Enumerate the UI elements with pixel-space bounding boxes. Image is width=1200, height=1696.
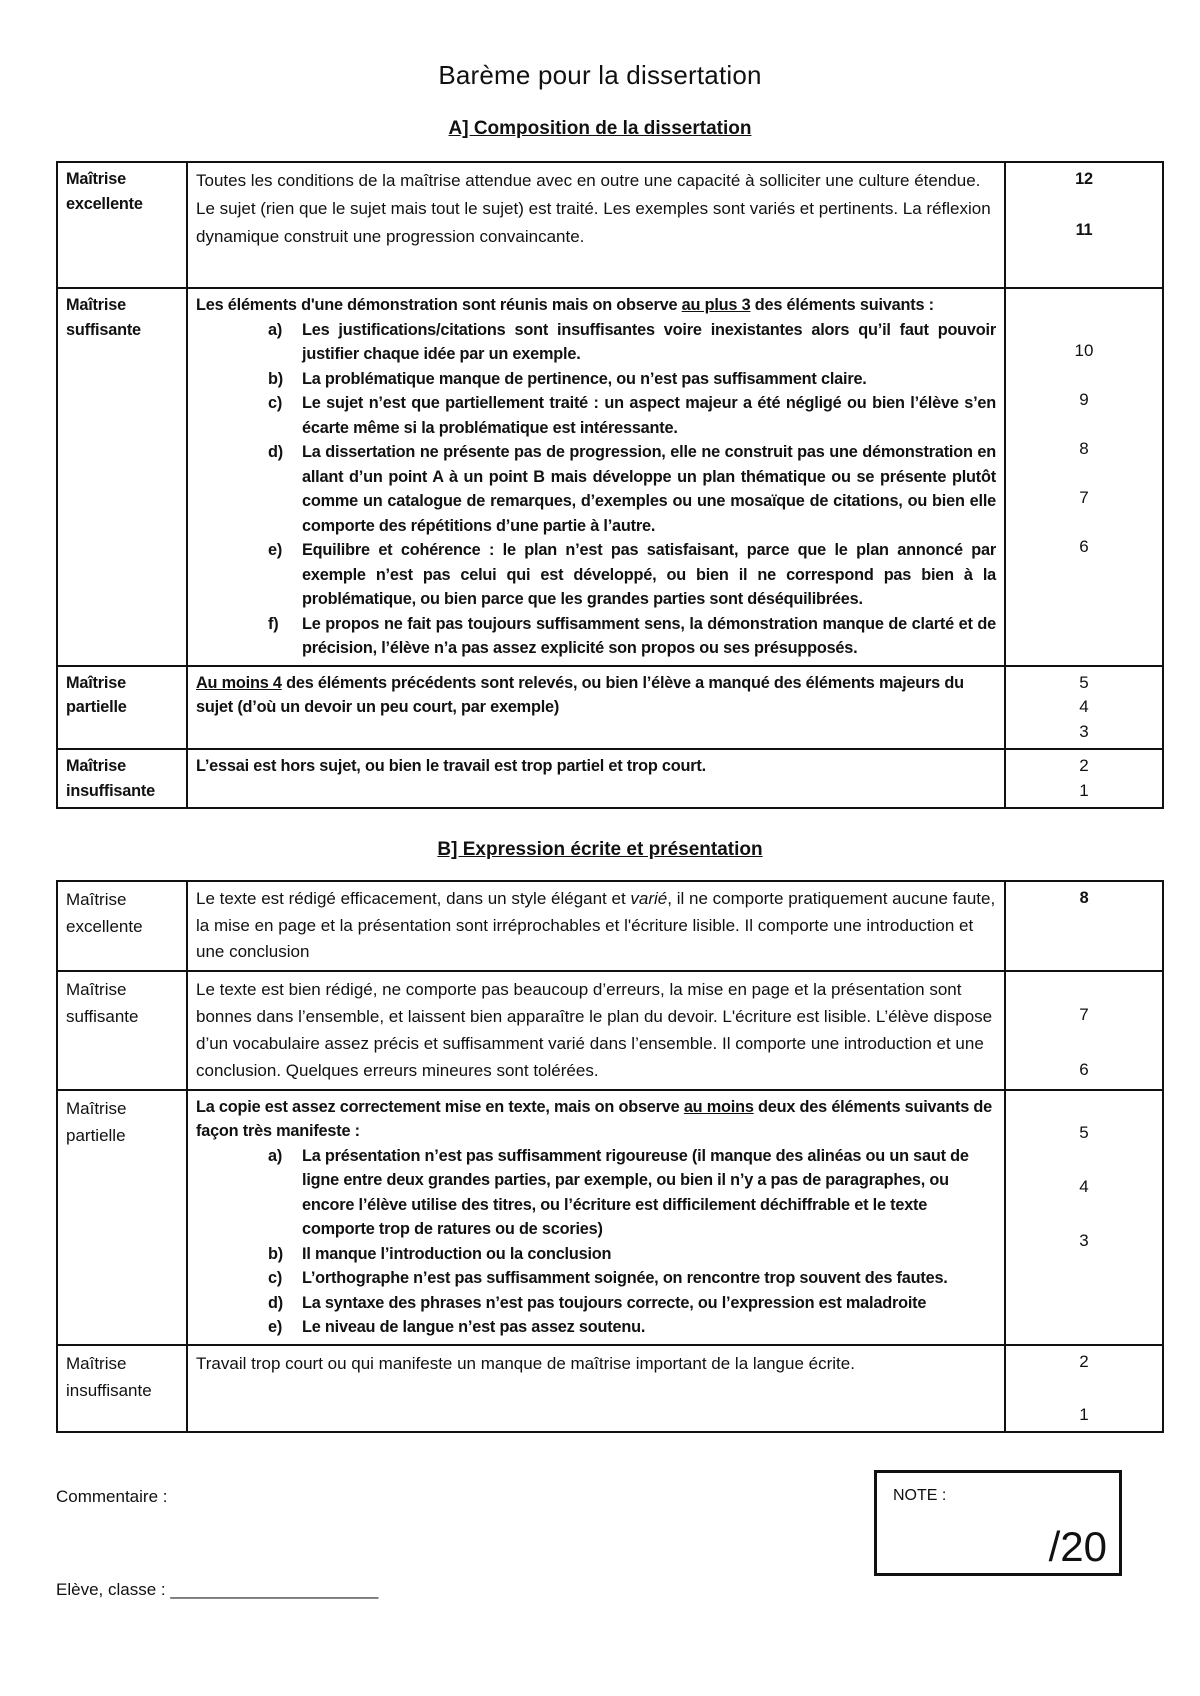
- points-cell: [1005, 881, 1163, 971]
- table-row: [57, 288, 1163, 666]
- criteria-text: Toutes les conditions de la maîtrise attendue avec en outre une capacité à solliciter une culture étendue. Le sujet (rien que le sujet mais tout le sujet) est traité. Les exemples sont variés et pertinents. La réflexion dynamique construit une progression convaincante.: [187, 162, 1005, 288]
- point-value: 8: [1079, 439, 1089, 458]
- note-label: NOTE :: [893, 1487, 947, 1504]
- page-title: Barème pour la dissertation: [438, 60, 762, 90]
- point-value: 5: [1079, 672, 1089, 692]
- list-item: [268, 1266, 996, 1291]
- item-text: Equilibre et cohérence : le plan n’est pas satisfaisant, parce que le plan annoncé par exemple n’est pas celui qui est développé, ou bien il ne correspond pas bien à la problématique, ou bien parce que les grandes parties sont déséquilibrées.: [302, 541, 996, 608]
- criteria-text: Travail trop court ou qui manifeste un manque de maîtrise important de la langue écrite.: [187, 1345, 1005, 1433]
- intro-emphasis: au moins: [683, 1097, 754, 1116]
- item-marker: c): [268, 394, 283, 412]
- item-text: L’orthographe n’est pas suffisamment soignée, on rencontre trop souvent des fautes.: [302, 1269, 948, 1288]
- item-text: Le propos ne fait pas toujours suffisamment sens, la démonstration manque de clarté et de précision, l’élève n’a pas assez explicité son propos ou ses présupposés.: [302, 614, 996, 657]
- table-composition: [56, 161, 1164, 809]
- criteria-text: [187, 881, 1005, 971]
- item-marker: a): [268, 1146, 283, 1165]
- point-value: 5: [1079, 1122, 1089, 1142]
- intro-text: des éléments suivants :: [750, 296, 934, 314]
- criteria-emphasis: Au moins 4: [196, 673, 282, 692]
- criteria-list: [196, 1144, 996, 1340]
- table-row: [57, 1345, 1163, 1433]
- list-item: [268, 1291, 996, 1316]
- intro-text: Les éléments d'une démonstration sont réunis mais on observe: [196, 296, 682, 314]
- list-item: [268, 612, 996, 661]
- criteria-body: Le texte est rédigé efficacement, dans un style élégant et: [196, 889, 631, 908]
- table-row: [57, 666, 1163, 750]
- item-text: Le sujet n’est que partiellement traité : un aspect majeur a été négligé ou bien l’élève s’en écarte même si la problématique est intéressante.: [302, 394, 996, 437]
- point-value: 4: [1079, 1176, 1089, 1196]
- criteria-text: [187, 1090, 1005, 1345]
- point-value: 3: [1079, 1230, 1089, 1250]
- list-item: [268, 1315, 996, 1340]
- level-label: Maîtrise partielle: [57, 666, 187, 750]
- list-item: [268, 391, 996, 440]
- list-item: [268, 1144, 996, 1242]
- table-row: [57, 881, 1163, 971]
- points-cell: [1005, 749, 1163, 808]
- note-box: [874, 1470, 1122, 1576]
- section-a-heading: A] Composition de la dissertation: [448, 118, 752, 139]
- item-text: Le niveau de langue n’est pas assez soutenu.: [302, 1318, 646, 1337]
- item-text: Il manque l’introduction ou la conclusion: [302, 1244, 612, 1263]
- level-label: Maîtrise suffisante: [57, 971, 187, 1090]
- table-expression: [56, 880, 1164, 1433]
- table-row: [57, 971, 1163, 1090]
- item-marker: b): [268, 1244, 283, 1263]
- item-text: La dissertation ne présente pas de progression, elle ne construit pas une démonstration en allant d’un point A à un point B mais développe un plan thématique ou se présente plutôt comme un catalogue de remarques, d’exemples ou une mosaïque de citations, ou bien elle comporte des répétitions d’une partie à l’autre.: [302, 443, 996, 535]
- criteria-intro: [196, 1095, 996, 1144]
- list-item: [268, 538, 996, 612]
- points-cell: [1005, 288, 1163, 666]
- item-text: La syntaxe des phrases n’est pas toujours correcte, ou l’expression est maladroite: [302, 1293, 927, 1312]
- item-marker: f): [268, 614, 279, 633]
- point-value: 8: [1079, 889, 1089, 907]
- section-b-heading: B] Expression écrite et présentation: [437, 839, 763, 860]
- list-item: [268, 440, 996, 538]
- item-marker: e): [268, 541, 283, 559]
- criteria-text: [187, 666, 1005, 750]
- intro-text: deux des éléments suivants de façon très manifeste :: [196, 1097, 993, 1141]
- point-value: 10: [1074, 341, 1094, 360]
- points-cell: [1005, 666, 1163, 750]
- point-value: 2: [1079, 756, 1089, 775]
- point-value: 9: [1079, 390, 1089, 409]
- level-label: Maîtrise excellente: [57, 881, 187, 971]
- level-label: Maîtrise insuffisante: [57, 1345, 187, 1433]
- item-marker: b): [268, 369, 283, 388]
- list-item: [268, 318, 996, 367]
- level-label: Maîtrise partielle: [57, 1090, 187, 1345]
- criteria-body: des éléments précédents sont relevés, ou bien l’élève a manqué des éléments majeurs du sujet (d’où un devoir un peu court, par exemple): [196, 673, 964, 716]
- item-marker: d): [268, 1293, 283, 1312]
- criteria-emphasis: varié: [630, 889, 668, 908]
- point-value: 12: [1075, 170, 1093, 188]
- point-value: 4: [1079, 697, 1089, 716]
- item-marker: c): [268, 1269, 283, 1288]
- list-item: [268, 1242, 996, 1267]
- point-value: 6: [1079, 537, 1089, 556]
- level-label: Maîtrise suffisante: [57, 288, 187, 666]
- item-text: Les justifications/citations sont insuffisantes voire inexistantes alors qu’il faut pouvoir justifier chaque idée par un exemple.: [302, 320, 996, 363]
- point-value: 2: [1079, 1351, 1089, 1371]
- point-value: 1: [1079, 780, 1089, 800]
- points-cell: [1005, 162, 1163, 288]
- intro-text: La copie est assez correctement mise en texte, mais on observe: [196, 1097, 684, 1116]
- criteria-list: [196, 318, 996, 661]
- criteria-text: Le texte est bien rédigé, ne comporte pas beaucoup d’erreurs, la mise en page et la présentation sont bonnes dans l’ensemble, et laissent bien apparaître le plan du devoir. L'écriture est lisible. L’élève dispose d’un vocabulaire assez précis et suffisamment varié dans l’ensemble. Il comporte une introduction et une conclusion. Quelques erreurs mineures sont tolérées.: [187, 971, 1005, 1090]
- comment-label: Commentaire :: [56, 1487, 168, 1506]
- item-marker: e): [268, 1318, 283, 1337]
- criteria-text: [187, 288, 1005, 666]
- point-value: 6: [1079, 1059, 1089, 1079]
- intro-emphasis: au plus 3: [681, 296, 751, 314]
- item-marker: a): [268, 320, 283, 339]
- table-row: [57, 1090, 1163, 1345]
- note-score: /20: [1048, 1523, 1107, 1570]
- point-value: 11: [1075, 220, 1093, 239]
- criteria-body: , il ne comporte pratiquement aucune faute, la mise en page et la présentation sont irréprochables et l'écriture lisible. Il comporte une introduction et une conclusion: [196, 889, 996, 961]
- student-class-field[interactable]: Elève, classe : ______________________: [56, 1580, 379, 1599]
- level-label: Maîtrise excellente: [57, 162, 187, 288]
- point-value: 1: [1079, 1404, 1089, 1424]
- points-cell: [1005, 1090, 1163, 1345]
- point-value: 7: [1079, 1004, 1089, 1024]
- item-text: La problématique manque de pertinence, ou n’est pas suffisamment claire.: [302, 369, 867, 388]
- item-text: La présentation n’est pas suffisamment rigoureuse (il manque des alinéas ou un saut de ligne entre deux grandes parties, par exemple, ou bien il n’y a pas de paragraphes, ou encore l’élève utilise des titres, ou l’écriture est difficilement déchiffrable et le texte comporte trop de ratures ou de scories): [302, 1146, 969, 1239]
- criteria-intro: [196, 293, 996, 318]
- level-label: Maîtrise insuffisante: [57, 749, 187, 808]
- points-cell: [1005, 1345, 1163, 1433]
- points-cell: [1005, 971, 1163, 1090]
- point-value: 7: [1079, 488, 1089, 507]
- table-row: [57, 162, 1163, 288]
- table-row: [57, 749, 1163, 808]
- list-item: [268, 367, 996, 392]
- criteria-text: L’essai est hors sujet, ou bien le travail est trop partiel et trop court.: [187, 749, 1005, 808]
- item-marker: d): [268, 443, 283, 461]
- point-value: 3: [1079, 721, 1089, 741]
